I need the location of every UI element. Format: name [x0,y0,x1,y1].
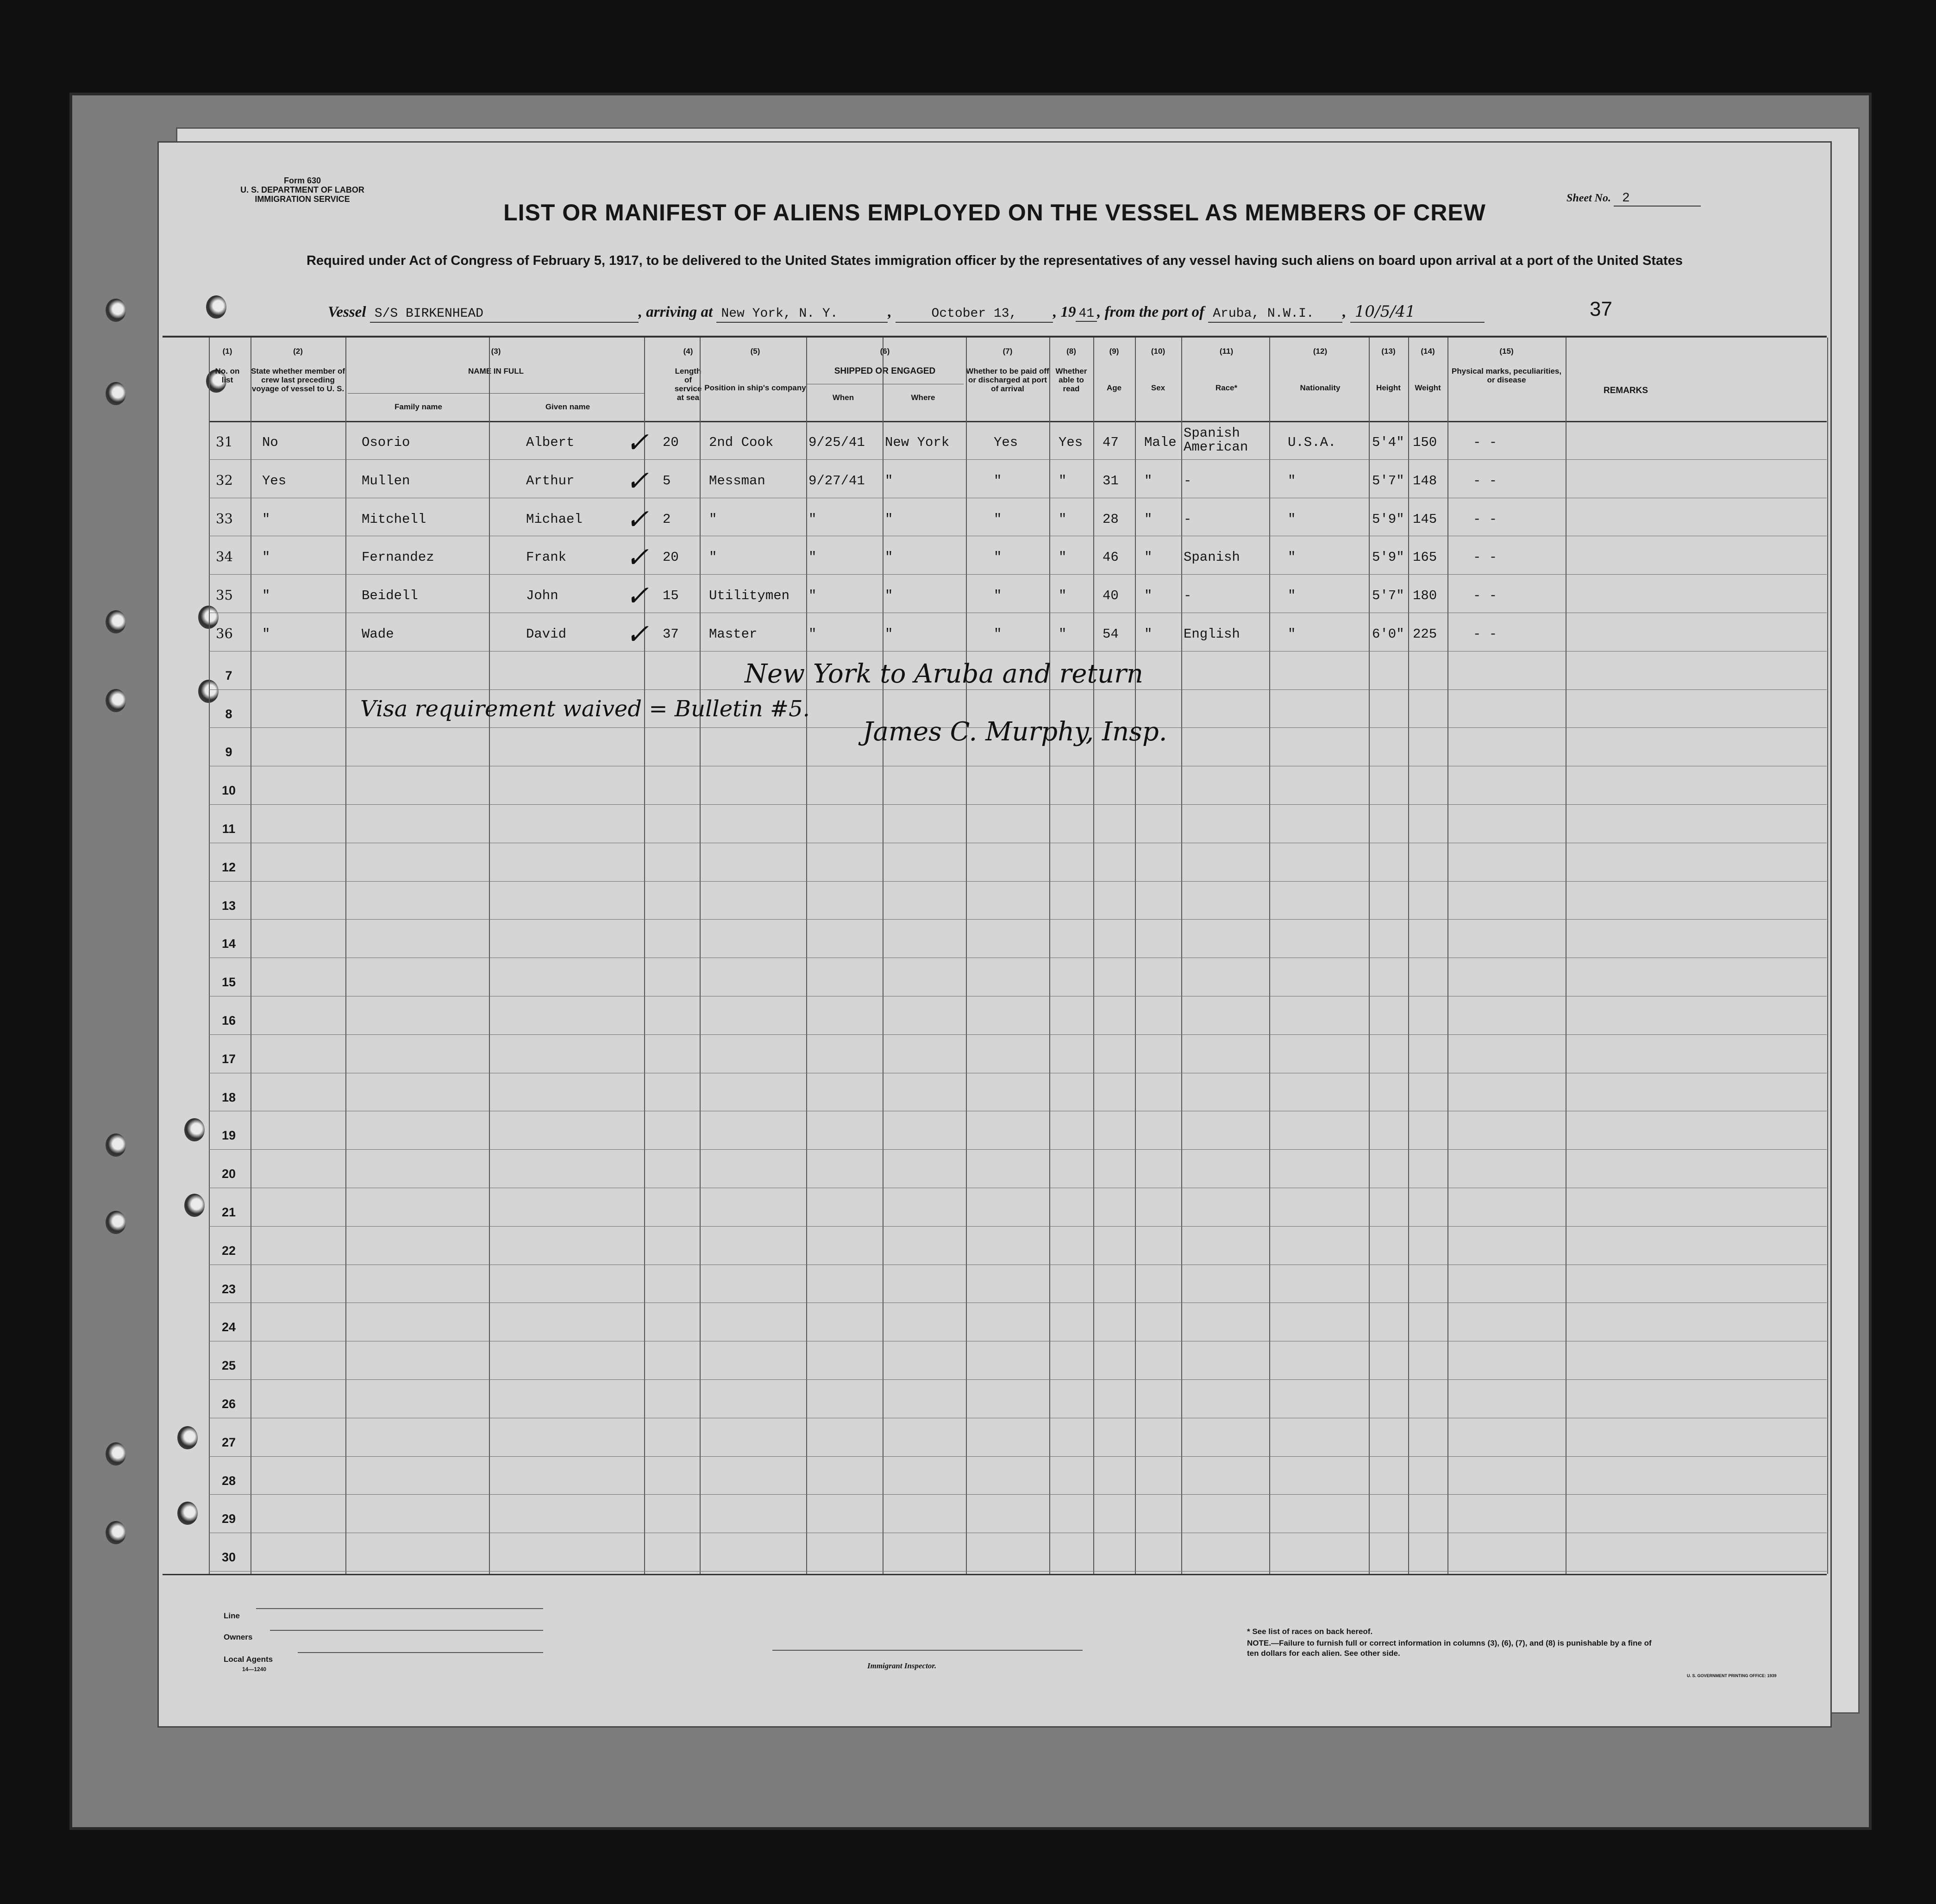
column-divider [1827,338,1828,1574]
row-divider [209,919,1827,920]
weight-cell: 225 [1413,626,1437,642]
race-cell: - [1184,511,1192,527]
column-divider [1093,338,1094,1574]
row-divider [209,1494,1827,1495]
col-15-label: Physical marks, peculiarities, or disease [1451,367,1562,384]
line-label: Line [224,1611,240,1620]
age-cell: 54 [1103,626,1119,642]
empty-row-number: 9 [225,745,232,759]
col-12-number: (12) [1313,347,1328,356]
family-name-cell: Mitchell [362,511,426,527]
header-bottom [209,421,1827,422]
binder-hole-icon [106,1521,126,1544]
row-divider [209,881,1827,882]
binder-hole-icon [106,1442,126,1466]
race-cell: - [1184,588,1192,604]
inspector-field [772,1650,1083,1651]
agents-code: 14—1240 [242,1666,267,1672]
empty-row-number: 30 [221,1550,236,1565]
empty-row-number: 10 [221,783,236,798]
empty-row-number: 8 [225,707,232,721]
row-divider [209,689,1827,690]
weight-cell: 180 [1413,588,1437,604]
empty-row-number: 25 [221,1359,236,1373]
prev-voyage-cell: " [262,511,270,527]
prev-voyage-cell: No [262,435,278,450]
agents-label: Local Agents [224,1655,273,1664]
column-divider [1049,338,1050,1574]
col-13-number: (13) [1381,347,1396,356]
col-1-number: (1) [222,347,232,356]
empty-row-number: 27 [221,1435,236,1449]
col-10-number: (10) [1151,347,1165,356]
arrival-year: 41 [1076,307,1097,322]
col-3-header [348,347,644,376]
row-divider [209,574,1827,575]
penalty-note: NOTE.—Failure to furnish full or correct information in columns (3), (6), (7), and (8) is punishable by a fine of ten dollars for each alien. See other side. [1247,1639,1652,1658]
check-mark-icon: ✓ [626,541,649,574]
col-3-number: (3) [491,347,501,356]
shipped-when-cell: " [808,550,817,565]
shipped-where-cell: New York [885,435,950,450]
shipped-where-cell: " [885,511,893,527]
arrival-port: New York, N. Y. [716,307,888,323]
column-divider [345,338,346,1574]
empty-row-number: 20 [221,1167,236,1181]
age-cell: 31 [1103,473,1119,489]
service: IMMIGRATION SERVICE [255,194,350,204]
column-divider [966,338,967,1574]
age-cell: 46 [1103,550,1119,565]
check-mark-icon: ✓ [626,618,649,651]
paid-off-cell: " [994,550,1002,565]
col-15-header [1450,347,1563,384]
col-6b-header: Where [911,393,935,402]
row-divider [209,1571,1827,1572]
able-to-read-cell: " [1059,511,1067,527]
service-length-cell: 37 [663,626,679,642]
binder-hole-icon [106,382,126,405]
col-14-number: (14) [1421,347,1435,356]
given-name-cell: Arthur [526,473,575,489]
col-7-header [966,347,1049,393]
empty-row-number: 22 [221,1243,236,1258]
column-divider [1447,338,1448,1574]
check-mark-icon: ✓ [626,464,649,497]
col-6a-header: When [832,393,854,402]
family-name-cell: Beidell [362,588,418,604]
given-name-cell: John [526,588,558,604]
column-divider [1135,338,1136,1574]
height-cell: 5'4" [1372,435,1404,450]
shipped-when-cell: " [808,511,817,527]
column-divider [489,338,490,1574]
printing-office: U. S. GOVERNMENT PRINTING OFFICE: 1939 [1687,1673,1777,1678]
family-name-cell: Osorio [362,435,410,450]
col-10-header [1135,347,1181,392]
nationality-cell: " [1288,511,1296,527]
year-prefix: 19 [1060,304,1076,320]
prev-voyage-cell: " [262,550,270,565]
col-2-number: (2) [293,347,303,356]
given-name-cell: David [526,626,567,642]
sex-cell: " [1144,473,1153,489]
col-14-label: Weight [1415,383,1441,392]
crew-table [163,336,1827,1575]
form-number: Form 630 [283,176,321,185]
row-divider [209,459,1827,460]
row-number: 35 [216,587,233,603]
row-divider [209,804,1827,805]
empty-row-number: 18 [221,1090,236,1104]
col-5-number: (5) [750,347,760,356]
from-label: from the port of [1104,304,1204,320]
column-divider [700,338,701,1574]
position-cell: Utilitymen [709,588,790,604]
manifest-sheet [157,141,1832,1728]
empty-row-number: 21 [221,1205,236,1219]
able-to-read-cell: Yes [1059,435,1083,450]
col-5-label: Position in ship's company [704,383,806,392]
check-mark-icon: ✓ [626,580,649,613]
paid-off-cell: " [994,473,1002,489]
paid-off-cell: Yes [994,435,1018,450]
empty-row-number: 19 [221,1128,236,1143]
col-1-header [209,347,246,384]
col-15-number: (15) [1499,347,1514,356]
empty-row-number: 16 [221,1014,236,1027]
vessel-line: Vessel S/S BIRKENHEAD , arriving at New York, N. Y. , October 13, , 19 41 , from the port of Aruba, N.W.I. , 10/5/41 [328,302,1485,323]
row-divider [209,1456,1827,1457]
prev-voyage-cell: " [262,626,270,642]
col-5-header [704,347,806,392]
age-cell: 28 [1103,511,1119,527]
empty-row-number: 24 [221,1320,236,1334]
empty-row-number: 23 [221,1282,236,1296]
col-11-header [1184,347,1269,392]
height-cell: 5'7" [1372,588,1404,604]
shipped-where-cell: " [885,626,893,642]
given-name-cell: Frank [526,550,567,565]
weight-cell: 165 [1413,550,1437,565]
weight-cell: 145 [1413,511,1437,527]
able-to-read-cell: " [1059,626,1067,642]
empty-row-number: 13 [221,898,236,913]
col-6-label: SHIPPED OR ENGAGED [834,366,936,376]
service-length-cell: 2 [663,511,671,527]
column-divider [1408,338,1409,1574]
age-cell: 47 [1103,435,1119,450]
paid-off-cell: " [994,626,1002,642]
from-date: 10/5/41 [1350,302,1485,323]
row-number: 32 [216,472,233,488]
col-4-number: (4) [683,347,693,356]
empty-row-number: 12 [221,860,236,874]
shipped-when-cell: 9/27/41 [808,473,865,489]
sex-cell: " [1144,511,1153,527]
col-1-label: No. on list [215,367,240,384]
sheet-hole-icon [206,295,226,319]
family-name-cell: Fernandez [362,550,434,565]
inspector-label: Immigrant Inspector. [867,1661,937,1670]
col-11-label: Race* [1215,383,1238,392]
row-divider [209,1379,1827,1380]
column-divider [1269,338,1270,1574]
prev-voyage-cell: " [262,588,270,604]
form-subtitle: Required under Act of Congress of February 5, 1917, to be delivered to the United States immigration officer by the representatives of any vessel having such aliens on board upon arrival at a port of the United States [306,253,1683,268]
agents-field [298,1652,543,1653]
visa-annotation: Visa requirement waived = Bulletin #5. [360,696,810,722]
given-name-cell: Albert [526,435,575,450]
race-cell: English [1184,626,1240,642]
col-7-label: Whether to be paid off or discharged at port of arrival [966,367,1049,393]
binder-hole-icon [106,299,126,322]
empty-row-number: 14 [221,937,236,951]
col-13-header [1371,347,1406,392]
service-length-cell: 20 [663,550,679,565]
col-7-number: (7) [1002,347,1013,356]
nationality-cell: " [1288,550,1296,565]
shipped-when-cell: " [808,588,817,604]
weight-cell: 150 [1413,435,1437,450]
row-number: 31 [216,434,233,450]
height-cell: 5'9" [1372,511,1404,527]
physical-marks-cell: - - [1473,588,1497,604]
position-cell: " [709,550,717,565]
physical-marks-cell: - - [1473,473,1497,489]
col-2-label: State whether member of crew last preceding voyage of vessel to U. S. [251,367,345,393]
sex-cell: " [1144,588,1153,604]
line-field [256,1608,543,1609]
col-9-header [1096,347,1133,392]
empty-row-number: 7 [225,668,232,683]
race-cell: - [1184,473,1192,489]
column-divider [209,338,210,1574]
arrival-date: October 13, [896,307,1053,323]
age-cell: 40 [1103,588,1119,604]
column-divider [806,338,807,1574]
col-11-number: (11) [1219,347,1234,356]
position-cell: Master [709,626,758,642]
col-6-header [806,347,964,376]
empty-row-number: 17 [221,1052,236,1066]
nationality-cell: " [1288,626,1296,642]
height-cell: 5'7" [1372,473,1404,489]
physical-marks-cell: - - [1473,626,1497,642]
col-10-label: Sex [1151,383,1165,392]
nationality-cell: " [1288,473,1296,489]
physical-marks-cell: - - [1473,511,1497,527]
col-4-label: Length of service at sea [674,367,702,402]
check-mark-icon: ✓ [626,503,649,536]
nationality-cell: " [1288,588,1296,604]
binder-hole-icon [106,1134,126,1157]
inspector-signature: James C. Murphy, Insp. [863,717,1167,747]
col-6-number: (6) [880,347,890,356]
owners-field [270,1630,543,1631]
col-12-header [1272,347,1369,392]
col-8-label: Whether able to read [1055,367,1087,393]
service-length-cell: 20 [663,435,679,450]
col-3-label: NAME IN FULL [468,367,524,376]
able-to-read-cell: " [1059,550,1067,565]
col-13-label: Height [1376,383,1401,392]
col-14-header [1408,347,1447,392]
height-cell: 6'0" [1372,626,1404,642]
given-name-cell: Michael [526,511,583,527]
physical-marks-cell: - - [1473,435,1497,450]
position-cell: Messman [709,473,765,489]
family-name-cell: Mullen [362,473,410,489]
route-annotation: New York to Aruba and return [745,659,1143,689]
prev-voyage-cell: Yes [262,473,287,489]
row-number: 34 [216,549,233,565]
able-to-read-cell: " [1059,473,1067,489]
binder-hole-icon [106,689,126,712]
check-mark-icon: ✓ [626,426,649,459]
col-9-number: (9) [1109,347,1119,356]
sheet-label: Sheet No. [1566,192,1611,204]
sheet-number-value: 2 [1614,191,1701,207]
binder-hole-icon [106,1211,126,1234]
from-port: Aruba, N.W.I. [1208,307,1342,323]
sex-cell: " [1144,626,1153,642]
page-number: 37 [1590,298,1612,320]
able-to-read-cell: " [1059,588,1067,604]
nationality-cell: U.S.A. [1288,435,1336,450]
row-divider [209,1034,1827,1035]
sex-cell: Male [1144,435,1177,450]
paid-off-cell: " [994,588,1002,604]
row-number: 33 [216,510,233,526]
row-divider [209,1226,1827,1227]
service-length-cell: 5 [663,473,671,489]
arriving-label: arriving at [646,304,713,320]
weight-cell: 148 [1413,473,1437,489]
physical-marks-cell: - - [1473,550,1497,565]
shipped-where-cell: " [885,550,893,565]
height-cell: 5'9" [1372,550,1404,565]
row-divider [209,1149,1827,1150]
col-12-label: Nationality [1300,383,1341,392]
row-number: 36 [216,626,233,641]
race-cell: Spanish American [1184,426,1248,455]
remarks-header: REMARKS [1603,386,1648,395]
binder-hole-icon [106,610,126,633]
family-name-cell: Wade [362,626,394,642]
service-length-cell: 15 [663,588,679,604]
name-sub-divider [348,393,644,394]
empty-row-number: 28 [221,1473,236,1488]
vessel-name: S/S BIRKENHEAD [370,307,639,323]
position-cell: 2nd Cook [709,435,774,450]
column-divider [1181,338,1182,1574]
empty-row-number: 11 [222,822,236,836]
department: U. S. DEPARTMENT OF LABOR [240,185,364,194]
vessel-label: Vessel [328,304,366,320]
col-8-number: (8) [1066,347,1076,356]
empty-row-number: 26 [221,1397,236,1411]
form-title: LIST OR MANIFEST OF ALIENS EMPLOYED ON THE VESSEL AS MEMBERS OF CREW [503,200,1486,225]
shipped-when-cell: " [808,626,817,642]
races-note: * See list of races on back hereof. [1247,1627,1373,1636]
shipped-where-cell: " [885,473,893,489]
col-8-header [1049,347,1093,393]
col-2-header [251,347,345,393]
col-3a-header: Family name [395,402,442,411]
race-cell: Spanish [1184,550,1240,565]
col-9-label: Age [1106,383,1122,392]
paid-off-cell: " [994,511,1002,527]
column-divider [1369,338,1370,1574]
empty-row-number: 15 [221,975,236,990]
shipped-when-cell: 9/25/41 [808,435,865,450]
shipped-where-cell: " [885,588,893,604]
empty-row-number: 29 [221,1512,236,1526]
owners-label: Owners [224,1633,253,1641]
sex-cell: " [1144,550,1153,565]
col-3b-header: Given name [545,402,590,411]
position-cell: " [709,511,717,527]
